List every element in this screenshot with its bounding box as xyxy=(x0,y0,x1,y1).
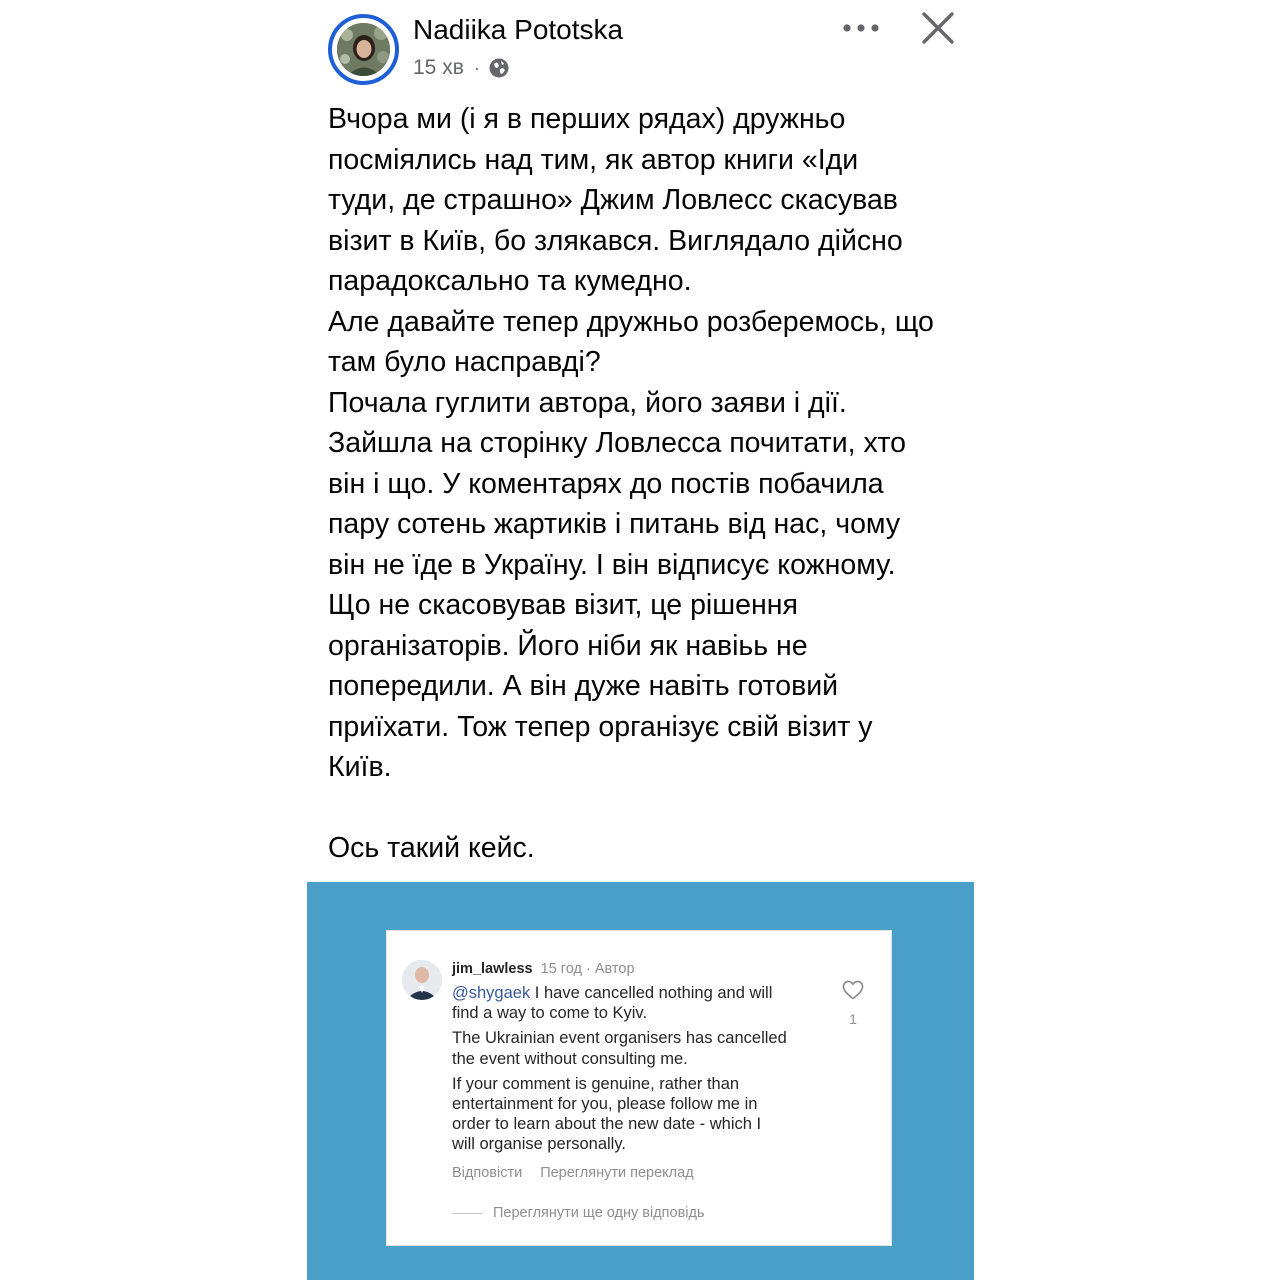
post-line: попередили. А він дуже навіть готовий xyxy=(328,670,839,702)
more-replies-label: Переглянути ще одну відповідь xyxy=(493,1205,705,1221)
post-line: парадоксально та кумедно. xyxy=(328,265,692,297)
close-icon xyxy=(921,11,955,50)
comment-line: I have cancelled nothing and will xyxy=(530,984,773,1002)
globe-icon xyxy=(488,57,510,79)
author-avatar-image xyxy=(337,23,390,76)
comment-screenshot xyxy=(386,930,892,1246)
commenter-avatar xyxy=(402,960,442,1000)
post-line: приїхати. Тож тепер організує свій візит у xyxy=(328,710,873,743)
post-line: Київ. xyxy=(328,751,392,783)
more-options-button[interactable] xyxy=(836,14,886,46)
post-time[interactable]: 15 хв xyxy=(413,56,464,79)
comment-line: find a way to come to Kyiv. xyxy=(452,1004,648,1023)
post-line: Почала гуглити автора, його заяви і дії. xyxy=(328,386,847,419)
comment-paragraph xyxy=(452,1028,842,1068)
comment-actions xyxy=(452,1163,712,1183)
author-avatar[interactable] xyxy=(328,14,399,85)
comment-line: the event without consulting me. xyxy=(452,1049,688,1068)
comment-reply-label: Відповісти xyxy=(452,1165,523,1181)
comment-translate-label: Переглянути переклад xyxy=(540,1165,694,1181)
comment-more-replies xyxy=(452,1203,705,1223)
post-line: він і що. У коментарях до постів побачила xyxy=(328,467,884,500)
comment-line: entertainment for you, please follow me in xyxy=(452,1095,758,1114)
post-line: посміялись над тим, як автор книги «Іди xyxy=(328,143,859,176)
post-line: туди, де страшно» Джим Ловлесс скасував xyxy=(328,184,898,216)
comment-paragraph xyxy=(452,1074,842,1155)
comment-line: order to learn about the new date - which I xyxy=(452,1115,762,1134)
heart-icon xyxy=(841,978,865,1002)
close-button[interactable] xyxy=(916,8,960,52)
post-line: там було насправді? xyxy=(328,346,601,378)
post-line: Зайшла на сторінку Ловлесса почитати, хто xyxy=(328,427,906,459)
comment-line: The Ukrainian event organisers has cancelled xyxy=(452,1029,787,1048)
post-line: пару сотень жартиків і питань від нас, чому xyxy=(328,508,901,540)
post-line: Але давайте тепер дружньо розберемось, що xyxy=(328,305,934,338)
post-body xyxy=(328,99,988,869)
post-image[interactable] xyxy=(307,882,974,1280)
commenter-username: jim_lawless xyxy=(452,961,533,977)
comment-line: If your comment is genuine, rather than xyxy=(452,1074,740,1093)
post-closing-line: Ось такий кейс. xyxy=(328,832,535,864)
more-horizontal-icon xyxy=(841,21,881,39)
author-name[interactable]: Nadiika Pototska xyxy=(413,14,624,45)
comment-time: 15 год · Автор xyxy=(540,961,635,977)
post-line: організаторів. Його ніби як навіьь не xyxy=(328,629,808,662)
paragraph-spacer xyxy=(328,788,988,829)
comment-header xyxy=(452,960,635,978)
post-line: візит в Київ, бо злякався. Виглядало дійсно xyxy=(328,224,903,257)
post-line: він не їде в Україну. І він відписує кожному. xyxy=(328,548,896,581)
like-count: 1 xyxy=(849,1011,857,1027)
comment-text xyxy=(452,983,842,1160)
meta-separator: · xyxy=(473,57,480,78)
post-line: Що не скасовував візит, це рішення xyxy=(328,589,798,621)
post-line: Вчора ми (і я в перших рядах) дружньо xyxy=(328,103,846,135)
comment-line: will organise personally. xyxy=(452,1135,626,1154)
comment-paragraph xyxy=(452,983,842,1023)
comment-mention: @shygaek xyxy=(452,984,531,1002)
reply-divider xyxy=(452,1213,482,1214)
post-meta xyxy=(413,54,510,82)
